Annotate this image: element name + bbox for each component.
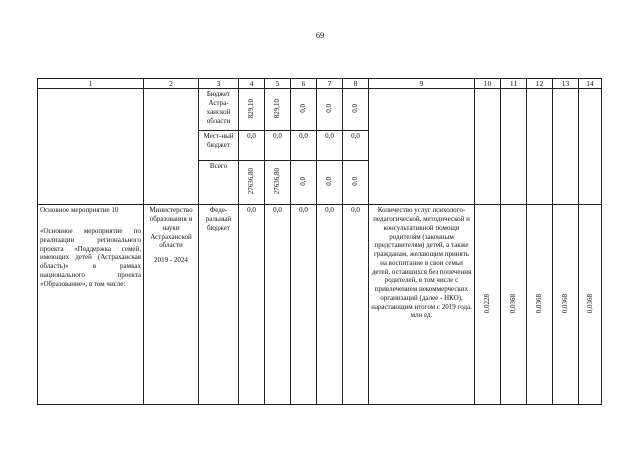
indicator-value: 0,0368: [527, 205, 553, 405]
amount-cell: 0,0: [291, 89, 317, 131]
column-number: 1: [38, 79, 144, 89]
amount-cell: 0,0: [291, 131, 317, 161]
amount-cell: 0,0: [343, 161, 369, 205]
column-number: 8: [343, 79, 369, 89]
amount-cell: 829,10: [239, 89, 265, 131]
period: 2019 - 2024: [154, 256, 188, 265]
table-row: [38, 205, 602, 405]
amount-cell: 27636,80: [239, 161, 265, 205]
column-number: 4: [239, 79, 265, 89]
amount-cell: 0,0: [265, 205, 291, 405]
empty-cell: [38, 89, 144, 205]
measure-description: «Основное мероприятие по реализации регионального проекта «Поддержка семей, имеющих детей (Астраханская область)» в рамках национального проекта «Образование», в том числе:: [40, 227, 141, 288]
page-number: 69: [315, 30, 325, 40]
amount-cell: 0,0: [343, 131, 369, 161]
executor: Министерство образования и науки Астраханской области: [149, 206, 193, 250]
column-number-row: [38, 79, 602, 89]
amount-cell: 0,0: [343, 89, 369, 131]
column-number: 14: [579, 79, 602, 89]
table-row: [38, 89, 602, 131]
empty-cell: [144, 89, 199, 205]
empty-cell: [501, 89, 527, 205]
amount-cell: 0,0: [265, 131, 291, 161]
amount-cell: 0,0: [343, 205, 369, 405]
column-number: 11: [501, 79, 527, 89]
empty-cell: [369, 89, 475, 205]
funding-source: Мест-ный бюджет: [199, 131, 239, 161]
amount-cell: 0,0: [317, 89, 343, 131]
amount-cell: 0,0: [239, 205, 265, 405]
amount-cell: 0,0: [291, 161, 317, 205]
column-number: 9: [369, 79, 475, 89]
funding-source: Всего: [199, 161, 239, 205]
amount-cell: 0,0: [317, 131, 343, 161]
indicator-value: 0,0228: [475, 205, 501, 405]
amount-cell: 829,10: [265, 89, 291, 131]
measure-cell: [38, 205, 144, 405]
funding-source: Бюджет Астра-ханской области: [199, 89, 239, 131]
column-number: 10: [475, 79, 501, 89]
indicator-value: 0,0368: [553, 205, 579, 405]
column-number: 3: [199, 79, 239, 89]
column-number: 6: [291, 79, 317, 89]
indicator-value: 0,0368: [501, 205, 527, 405]
amount-cell: 0,0: [317, 161, 343, 205]
column-number: 13: [553, 79, 579, 89]
empty-cell: [475, 89, 501, 205]
program-table: [37, 78, 602, 405]
amount-cell: 0,0: [291, 205, 317, 405]
column-number: 12: [527, 79, 553, 89]
column-number: 2: [144, 79, 199, 89]
indicator-value: 0,0368: [579, 205, 602, 405]
measure-title: Основное мероприятие 10: [40, 206, 119, 215]
indicator-cell: Количество услуг психолого-педагогической, методической и консультативной помощи родителям (законным представителям) детей, а также гражданам, желающим принять на воспитание в свои семьи детей, оставшихся без попечения родителей, в том числе с привлечением некоммерческих организаций (далее - НКО), нарастающим итогом с 2019 года, млн ед.: [369, 205, 475, 405]
empty-cell: [579, 89, 602, 205]
column-number: 5: [265, 79, 291, 89]
executor-cell: [144, 205, 199, 405]
amount-cell: 0,0: [239, 131, 265, 161]
column-number: 7: [317, 79, 343, 89]
empty-cell: [553, 89, 579, 205]
amount-cell: 0,0: [317, 205, 343, 405]
amount-cell: 27636,80: [265, 161, 291, 205]
funding-source: Феде-ральный бюджет: [199, 205, 239, 405]
empty-cell: [527, 89, 553, 205]
